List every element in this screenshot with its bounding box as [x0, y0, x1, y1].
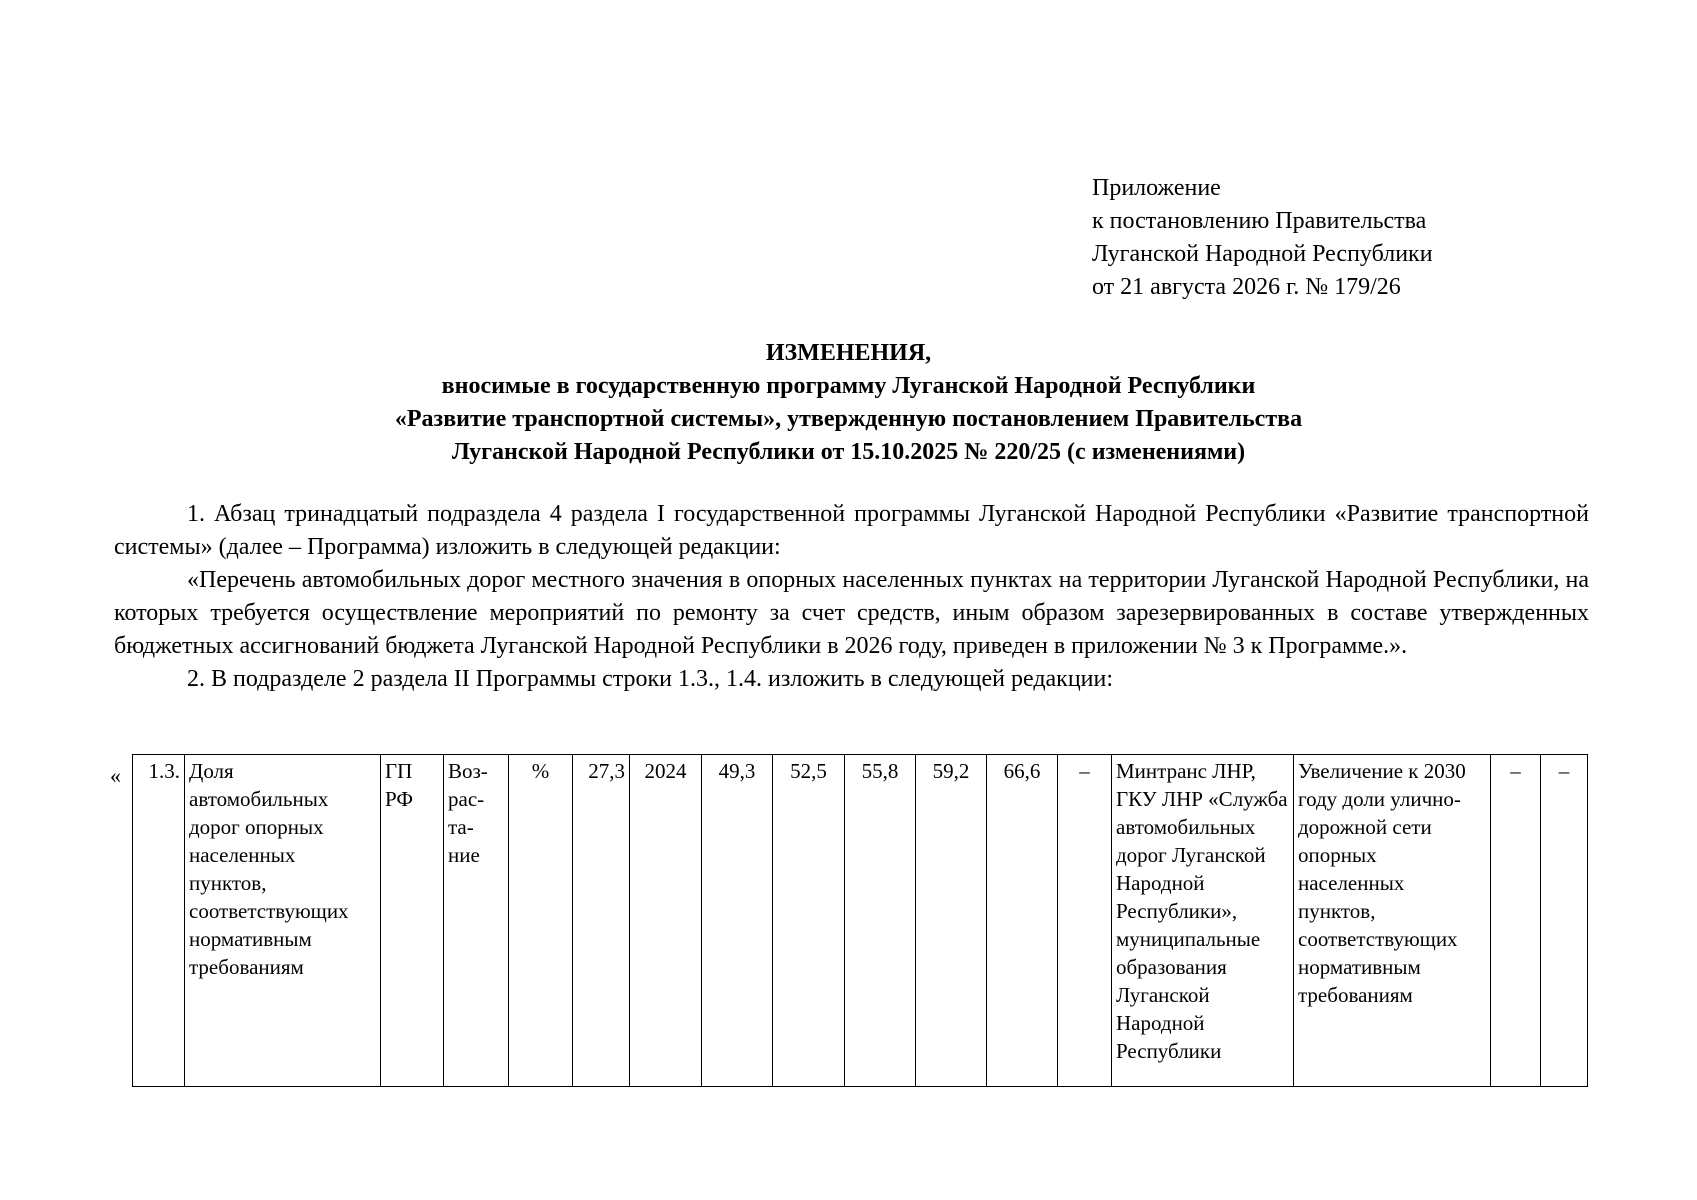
table-quote-open: «	[110, 763, 121, 788]
heading-title: ИЗМЕНЕНИЯ,	[765, 340, 932, 366]
indicator-table	[132, 754, 1588, 1087]
cell-indicator: Доля автомобильных дорог опорных населенных пунктов, соответствующих нормативным требованиям	[185, 755, 381, 1087]
appendix-line: к постановлению Правительства	[1092, 208, 1427, 234]
cell-dash: –	[1058, 755, 1112, 1087]
heading-line: «Развитие транспортной системы», утвержденную постановлением Правительства	[394, 406, 1303, 432]
appendix-line: Луганской Народной Республики	[1092, 241, 1433, 267]
cell-unit: %	[509, 755, 573, 1087]
appendix-block	[1092, 172, 1433, 304]
cell-value-1: 49,3	[702, 755, 773, 1087]
paragraph: 1. Абзац тринадцатый подраздела 4 раздела I государственной программы Луганской Народной Республики «Развитие транспортной системы» (далее – Программа) изложить в следующей редакции:	[114, 501, 1589, 560]
paragraph: «Перечень автомобильных дорог местного значения в опорных населенных пунктах на территории Луганской Народной Республики, на которых требуется осуществление мероприятий по ремонту за счет средств, иным образом зарезервированных в составе утвержденных бюджетных ассигнований бюджета Луганской Народной Республики в 2026 году, приведен в приложении № 3 к Программе.».	[114, 567, 1589, 659]
heading-line: вносимые в государственную программу Луганской Народной Республики	[441, 373, 1256, 399]
cell-level: ГП РФ	[381, 755, 444, 1087]
heading-line: Луганской Народной Республики от 15.10.2025 № 220/25 (с изменениями)	[451, 439, 1246, 465]
cell-dash: –	[1541, 755, 1588, 1087]
cell-value-2: 52,5	[773, 755, 845, 1087]
body-text	[114, 498, 1589, 696]
cell-link: Увеличение к 2030 году доли улично-дорожной сети опорных населенных пунктов, соответствующих нормативным требованиям	[1294, 755, 1491, 1087]
cell-number: 1.3.	[133, 755, 185, 1087]
cell-base-year: 2024	[630, 755, 702, 1087]
appendix-line: от 21 августа 2026 г. № 179/26	[1092, 274, 1401, 300]
table-row	[133, 755, 1588, 1087]
cell-base-value: 27,3	[573, 755, 630, 1087]
appendix-line: Приложение	[1092, 175, 1221, 201]
cell-trend: Воз-рас-та-ние	[444, 755, 509, 1087]
cell-value-3: 55,8	[845, 755, 916, 1087]
cell-dash: –	[1491, 755, 1541, 1087]
paragraph: 2. В подразделе 2 раздела II Программы строки 1.3., 1.4. изложить в следующей редакции:	[187, 666, 1114, 692]
document-heading	[0, 337, 1697, 469]
cell-responsible: Минтранс ЛНР, ГКУ ЛНР «Служба автомобильных дорог Луганской Народной Республики», муниципальные образования Луганской Народной Республики	[1112, 755, 1294, 1087]
cell-value-4: 59,2	[916, 755, 987, 1087]
cell-value-5: 66,6	[987, 755, 1058, 1087]
